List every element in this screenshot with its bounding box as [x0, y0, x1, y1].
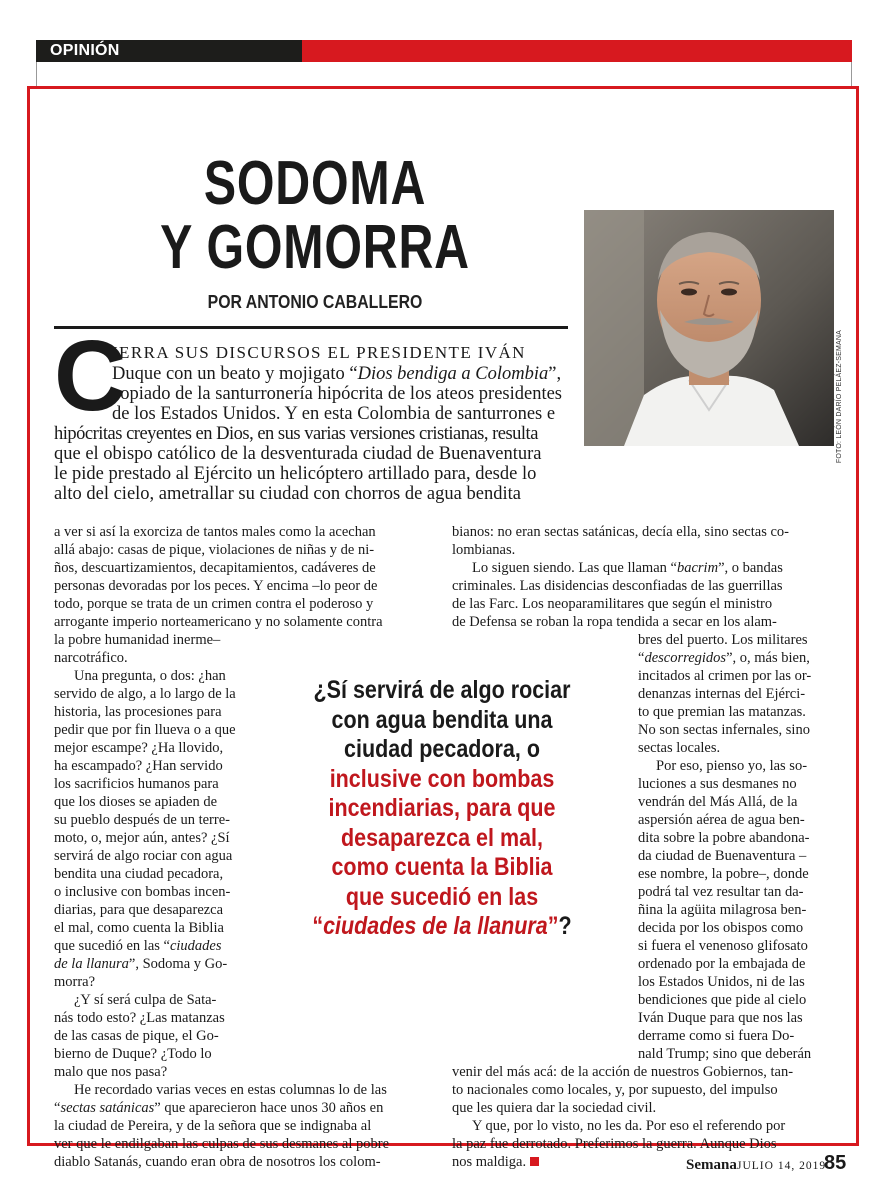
body-line: el mal, como cuenta la Biblia	[54, 920, 224, 936]
author-photo	[584, 210, 834, 446]
page-number: 85	[824, 1152, 847, 1174]
body-line: ha escampado? ¿Han servido	[54, 758, 223, 774]
body-line: servido de algo, a lo largo de la	[54, 686, 236, 702]
end-mark-icon	[530, 1157, 539, 1166]
body-line: sectas locales.	[638, 740, 721, 756]
body-line: incitados al crimen por las or-	[638, 668, 812, 684]
body-line: to nacionales como locales, y, por supuesto, del impulso	[452, 1082, 778, 1098]
body-line: derrame como si fuera Do-	[638, 1028, 795, 1044]
body-line: nás todo esto? ¿Las matanzas	[54, 1010, 225, 1026]
body-line: diarias, para que desaparezca	[54, 902, 224, 918]
body-line: de Defensa se roban la ropa tendida a secar en los alam-	[452, 614, 777, 630]
body-line: personas devoradas por los peces. Y encima –lo peor de	[54, 578, 378, 594]
body-line: bendiciones que pide al cielo	[638, 992, 807, 1008]
lead-line: le pide prestado al Ejército un helicóptero artillado para, desde lo	[54, 464, 537, 484]
lead-line: hipócritas creyentes en Dios, en sus varias versiones cristianas, resulta	[54, 424, 538, 444]
body-line: ese nombre, la pobre–, donde	[638, 866, 809, 882]
body-line: venir del más acá: de la acción de nuestros Gobiernos, tan-	[452, 1064, 794, 1080]
lead-line: copiado de la santurronería hipócrita de los ateos presidentes	[112, 384, 563, 404]
body-line: Una pregunta, o dos: ¿han	[74, 668, 226, 684]
body-line: nald Trump; sino que deberán	[638, 1046, 812, 1062]
body-line: si fuera el venenoso glifosato	[638, 938, 808, 954]
body-line: aspersión aérea de agua ben-	[638, 812, 805, 828]
body-line: Por eso, pienso yo, las so-	[656, 758, 808, 774]
body-line: diablo Satanás, cuando eran obra de nosotros los colom-	[54, 1154, 381, 1170]
body-line: bianos: no eran sectas satánicas, decía ella, sino sectas co-	[452, 524, 789, 540]
body-line: de las Farc. Los neoparamilitares que según el ministro	[452, 596, 773, 612]
lead-line: Duque con un beato y mojigato “Dios bendiga a Colombia”,	[112, 364, 562, 384]
body-line: su pueblo después de un terre-	[54, 812, 230, 828]
magazine-name: Semana	[686, 1157, 737, 1173]
header-divider-left	[36, 62, 37, 86]
body-line: bierno de Duque? ¿Todo lo	[54, 1046, 212, 1062]
pull-quote-highlight: inclusive con bombas incendiarias, para que desaparezca el mal, como cuenta la Biblia que sucedió en las “	[312, 764, 556, 940]
body-line: denanzas internas del Ejérci-	[638, 686, 806, 702]
body-line: la pobre humanidad inerme–	[54, 632, 221, 648]
body-line: Lo siguen siendo. Las que llaman “bacrim”, o bandas	[472, 560, 783, 576]
body-line: la ciudad de Pereira, y de la señora que se indignaba al	[54, 1118, 372, 1134]
body-line: a ver si así la exorciza de tantos males como la acechan	[54, 524, 376, 540]
body-line: criminales. Las disidencias desconfiadas de las guerrillas	[452, 578, 783, 594]
body-line: Y que, por lo visto, no les da. Por eso el referendo por	[472, 1118, 786, 1134]
body-line: los Estados Unidos, ni de las	[638, 974, 805, 990]
body-line: lombianas.	[452, 542, 516, 558]
body-line: decida por los obispos como	[638, 920, 804, 936]
body-line: nos maldiga.	[452, 1154, 539, 1172]
body-line: de la llanura”, Sodoma y Go-	[54, 956, 228, 972]
body-line: to que premian las matanzas.	[638, 704, 806, 720]
body-line: pedir que por fin llueva o a que	[54, 722, 236, 738]
body-line: morra?	[54, 974, 96, 990]
lead-line: que el obispo católico de la desventurada ciudad de Buenaventura	[54, 444, 542, 464]
body-line: podrá tal vez resultar tan da-	[638, 884, 804, 900]
pull-quote-highlight: ciudades de la llanura	[323, 912, 548, 940]
pull-quote-highlight: ”	[547, 912, 559, 940]
body-line: ordenado por la embajada de	[638, 956, 806, 972]
body-line: bendita una ciudad pecadora,	[54, 866, 224, 882]
body-line: ¿Y sí será culpa de Sata-	[74, 992, 217, 1008]
body-line: dita sobre la pobre abandona-	[638, 830, 810, 846]
pull-quote-text: ¿Sí servirá de algo rociar con agua bendita una ciudad pecadora, o	[313, 676, 571, 763]
body-line: malo que nos pasa?	[54, 1064, 168, 1080]
body-line: He recordado varias veces en estas columnas lo de las	[74, 1082, 387, 1098]
body-line: ños, descuartizamientos, decapitamientos, cadáveres de	[54, 560, 376, 576]
drop-cap: C	[54, 320, 127, 432]
body-line: moto, o, mejor aún, antes? ¿Sí	[54, 830, 230, 846]
body-line: luciones a sus desmanes no	[638, 776, 797, 792]
body-line: vendrán del Más Allá, de la	[638, 794, 798, 810]
body-line: los sacrificios humanos para	[54, 776, 219, 792]
body-line: Iván Duque para que nos las	[638, 1010, 803, 1026]
body-line: ñina la agüita milagrosa ben-	[638, 902, 807, 918]
pull-quote	[310, 676, 575, 942]
title-rule	[54, 326, 568, 329]
body-line: de las casas de pique, el Go-	[54, 1028, 219, 1044]
body-line: da ciudad de Buenaventura –	[638, 848, 807, 864]
body-line: servirá de algo rociar con agua	[54, 848, 233, 864]
body-line: la paz fue derrotado. Preferimos la guerra. Aunque Dios	[452, 1136, 777, 1152]
body-line: “descorregidos”, o, más bien,	[638, 650, 810, 666]
body-line: todo, porque se trata de un crimen contra el poderoso y	[54, 596, 374, 612]
body-line: bres del puerto. Los militares	[638, 632, 808, 648]
byline: POR ANTONIO CABALLERO	[207, 292, 423, 312]
body-line: ver que le endilgaban las culpas de sus desmanes al pobre	[54, 1136, 390, 1152]
article-title	[155, 149, 475, 282]
section-bar-accent	[302, 40, 852, 62]
body-line: que los dioses se apiaden de	[54, 794, 218, 810]
body-line: que les quiera dar la sociedad civil.	[452, 1100, 657, 1116]
body-line: o inclusive con bombas incen-	[54, 884, 231, 900]
body-line: historia, las procesiones para	[54, 704, 222, 720]
lead-line: de los Estados Unidos. Y en esta Colombia de santurrones e	[112, 404, 556, 424]
body-line: arrogante imperio norteamericano y no solamente contra	[54, 614, 383, 630]
body-line: mejor escampe? ¿Ha llovido,	[54, 740, 224, 756]
body-line: allá abajo: casas de pique, violaciones de niñas y de ni-	[54, 542, 375, 558]
lead-line: IERRA SUS DISCURSOS EL PRESIDENTE IVÁN	[112, 343, 526, 362]
body-line: “sectas satánicas” que aparecieron hace unos 30 años en	[54, 1100, 384, 1116]
photo-credit: FOTO: LEÓN DARÍO PELÁEZ-SEMANA	[836, 330, 843, 464]
body-line: que sucedió en las “ciudades	[54, 938, 222, 954]
issue-date: JULIO 14, 2019	[737, 1160, 827, 1172]
body-line: narcotráfico.	[54, 650, 128, 666]
title-line: SODOMA	[203, 149, 427, 218]
body-line: No son sectas infernales, sino	[638, 722, 810, 738]
lead-line: alto del cielo, ametrallar su ciudad con chorros de agua bendita	[54, 484, 521, 504]
header-divider-right	[851, 62, 852, 86]
section-label: OPINIÓN	[50, 42, 120, 59]
title-line: Y GOMORRA	[160, 213, 470, 282]
pull-quote-text: ?	[558, 912, 572, 940]
